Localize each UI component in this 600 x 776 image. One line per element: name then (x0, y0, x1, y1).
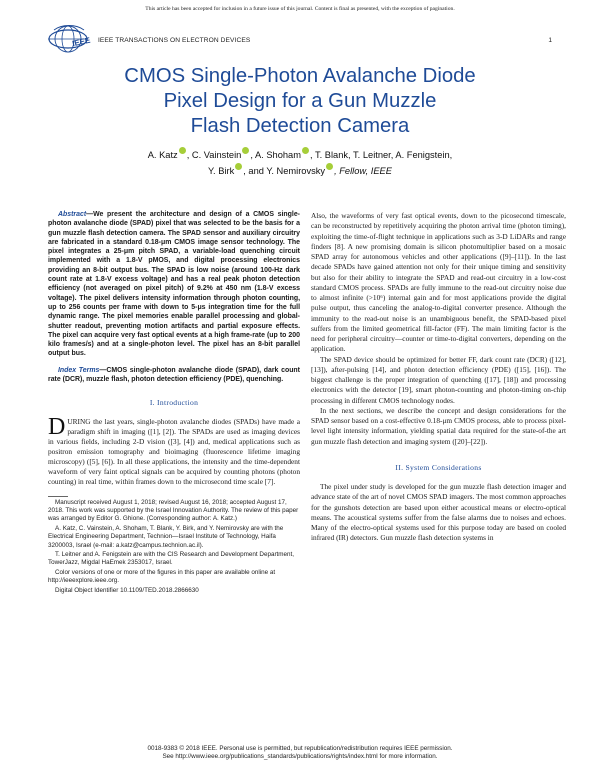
page-number: 1 (548, 37, 552, 44)
title-line: CMOS Single-Photon Avalanche Diode (124, 65, 476, 87)
copyright-line: See http://www.ieee.org/publications_standards/publications/rights/index.html for more information. (162, 753, 438, 761)
journal-name: IEEE TRANSACTIONS ON ELECTRON DEVICES (98, 37, 251, 44)
body-paragraph: The SPAD device should be optimized for better FF, dark count rate (DCR) ([12], [13]), after-pulsing [14], and photon detection efficiency (PDE) ([15], [16]). The biggest challenge is the proper integration of quenching ([17], [18]) and processing electronics with the detector [19], smart photon-counting and photon-timing on-chip processing in different CMOS technology nodes. (311, 354, 566, 405)
copyright-notice (0, 745, 600, 762)
index-terms (48, 366, 300, 385)
author-line: Y. Birk , and Y. Nemirovsky , Fellow, IEEE (80, 163, 520, 179)
ieee-logo (44, 22, 94, 54)
title-line: Flash Detection Camera (190, 115, 410, 137)
section-heading-system-considerations: II. System Considerations (395, 462, 482, 472)
orcid-icon[interactable] (235, 163, 242, 170)
paper-title (60, 64, 540, 139)
footnote-affiliation: T. Leitner and A. Fenigstein are with the CIS Research and Development Department, TowerJazz, Migdal HaEmek 2353017, Israel. (48, 551, 295, 567)
author-line: A. Katz , C. Vainstein , A. Shoham , T. Blank, T. Leitner, A. Fenigstein, (80, 147, 520, 163)
author-list (80, 147, 520, 179)
drop-cap: D (48, 413, 66, 440)
title-line: Pixel Design for a Gun Muzzle (163, 90, 437, 112)
footnote-received: Manuscript received August 1, 2018; revised August 16, 2018; accepted August 17, 2018. This work was supported by the Israel Innovation Authority. The review of this paper was arranged by Editor G. Ghione. (Corresponding author: A. Katz.) (48, 498, 299, 523)
section-heading-introduction: I. Introduction (149, 398, 199, 408)
orcid-icon[interactable] (302, 147, 309, 154)
footnote-doi: Digital Object Identifier 10.1109/TED.2018.2866630 (55, 586, 199, 594)
footnote-rule (48, 496, 68, 497)
footnote-color: Color versions of one or more of the figures in this paper are available online at http://ieeexplore.ieee.org. (48, 568, 276, 585)
body-paragraph: Also, the waveforms of very fast optical events, down to the picosecond timescale, can be reconstructed by repetitively acquiring the photon arrival time (photon timing), exploiting the time-of-flight technique in applications such as 3-D LiDARs and range finders [8]. A new promising domain is silicon photomultiplier based on a mosaic SPAD array for autonomous vehicles and other applications ([9]–[11]). In the last decade SPADs have gained attention not only for their unique timing and sensitivity but also for their ability to integrate the SPAD and read-out circuitry in a low-cost standard CMOS process. SPADs are fully immune to the read-out circuitry noise due to almost infinite (>10⁶) internal gain and for most applications provide the digital pulse output, thus canceling the analog-to-digital converter presence. Although the immunity to the read-out noise is an unambiguous benefit, the SPAD-based pixel suffers from the limited geometrical fill-factor (FF). The main limiting factor is the need for peripheral circuitry—counter or time-to-digital converters, depending on the application. (311, 211, 566, 354)
abstract (48, 210, 300, 359)
abstract-label: Abstract (58, 211, 87, 218)
footnotes (48, 496, 300, 595)
body-paragraph: The pixel under study is developed for the gun muzzle flash detection imager and advance state of the art of novel CMOS SPAD imagers. The most common approaches for the gunshots detection are based upon either acoustical means or electro-optical means. The acoustical systems suffer from the false alarms due to noises and echoes. Many of the electro-optical systems used for this purpose today are based on cooled infrared (IR) detectors. Gun muzzle flash detection systems in (311, 482, 566, 543)
body-paragraph: In the next sections, we describe the concept and design considerations for the SPAD sensor based on a cost-effective 0.18-μm CMOS process, able to process pixel-level light intensity information, yielding spatial data required for the state-of-the art gun muzzle flash detection and imaging system ([20]–[22]). (311, 405, 566, 446)
copyright-line: 0018-9383 © 2018 IEEE. Personal use is permitted, but republication/redistribution requires IEEE permission. (147, 745, 453, 752)
right-column (311, 211, 566, 544)
intro-paragraph: DURING the last years, single-photon avalanche diodes (SPADs) have made a paradigm shift in imaging ([1], [2]). The SPADs are used as imaging devices in various fields, including 2-D vision ([3], [4]) and, medical applications such as positron emission tomography and bioimaging (fluorescence lifetime imaging microscopy) ([5], [6]). In all these applications, the intensity and the time-dependent waveform of very faint optical signals can be acquired by counting photons (photon counting) in real time, within frames down to the microsecond time scale [7]. (48, 413, 300, 487)
index-terms-label: Index Terms (58, 366, 100, 374)
ieee-logo-text: IEEE (71, 35, 92, 49)
orcid-icon[interactable] (326, 163, 333, 170)
orcid-icon[interactable] (242, 147, 249, 154)
abstract-text: —We present the architecture and design of a CMOS single-photon avalanche diode (SPAD) pixel that was selected to be the basis for a gun muzzle flash detection camera. The SPAD sensor and auxiliary circuitry are fabricated in a standard 0.18-μm CMOS image sensor technology. The pixel integrates a 25-μm pitch SPAD, a variable-load quenching circuit implemented with a 1.8-V pMOS, and digital processing electronics providing an 8-bit output bus. The SPAD is low noise (around 100-Hz dark count rate at 1.8-V excess voltage) and has a real peak photon detection efficiency (not averaged on pixel pitch) of 9.2% at 450 nm (1.8-V excess voltage). The pixel delivers intensity information through photon counting, up to 256 counts per frame with down to 5-μs integration time for the full dynamic range. The pixel memories enable parallel processing and global-shutter readout, preventing motion artifacts and partial exposure effects. The pixel can acquire very fast optical events at a high frame-rate (up to 200 kilo frames/s) and at a single-photon level. The pixel has an 8-bit parallel output bus. (48, 211, 300, 358)
index-terms-text: —CMOS single-photon avalanche diode (SPAD), dark count rate (DCR), muzzle flash, photon detection efficiency (PDE), quenching. (48, 366, 300, 384)
orcid-icon[interactable] (179, 147, 186, 154)
acceptance-note: This article has been accepted for inclusion in a future issue of this journal. Content is final as presented, with the exception of pagination. (145, 6, 455, 12)
footnote-affiliation: A. Katz, C. Vainstein, A. Shoham, T. Blank, Y. Birk, and Y. Nemirovsky are with the Electrical Engineering Department, Technion—Israel Institute of Technology, Haifa 3200003, Israel (e-mail: a.katz@campus.technion.ac.il). (48, 524, 284, 549)
left-column (48, 210, 300, 596)
